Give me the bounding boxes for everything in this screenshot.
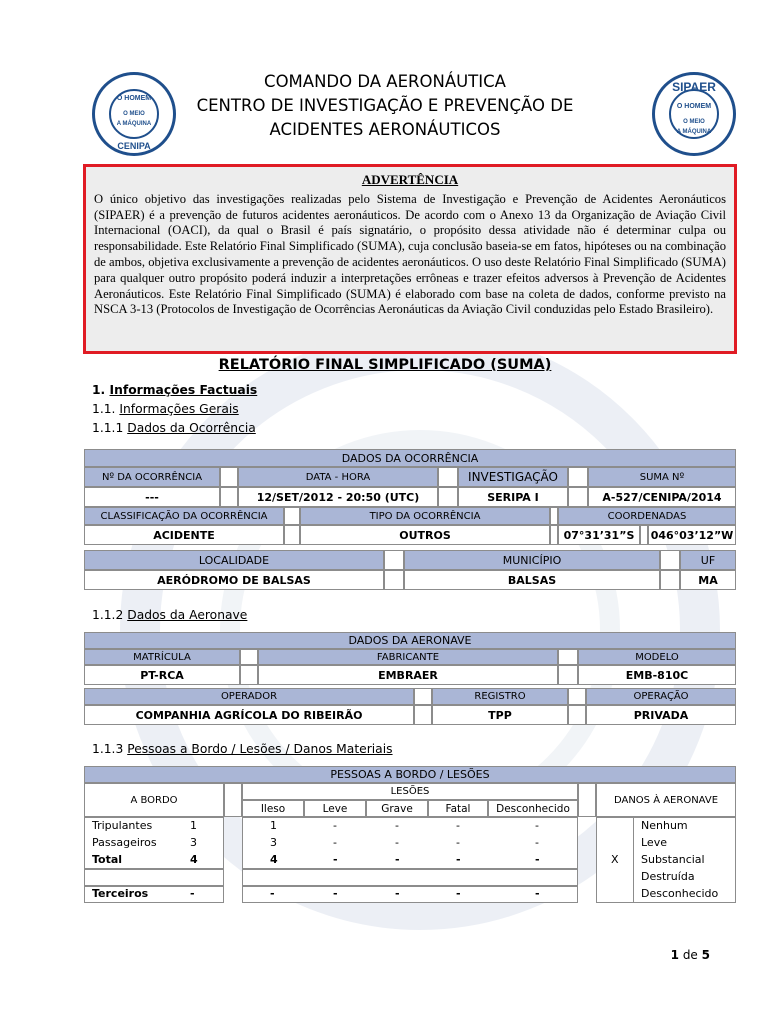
total-label: Total xyxy=(92,853,123,866)
occurrence-number-header: Nº DA OCORRÊNCIA xyxy=(84,467,220,487)
header-title xyxy=(140,70,630,142)
header-line-2: CENTRO DE INVESTIGAÇÃO E PREVENÇÃO DE xyxy=(196,96,574,115)
passengers-uninjured: 3 xyxy=(270,836,277,849)
state-value: MA xyxy=(680,570,736,590)
locality-value: AERÓDROMO DE BALSAS xyxy=(84,570,384,590)
damage-unknown: Desconhecido xyxy=(641,887,719,900)
damage-substantial: Substancial xyxy=(641,853,705,866)
crew-serious: - xyxy=(395,819,399,832)
passengers-unknown: - xyxy=(535,836,539,849)
damage-minor: Leve xyxy=(641,836,667,849)
page-number: 1 de 5 xyxy=(670,948,710,962)
section-1-heading: 1. Informações Factuais xyxy=(92,383,258,397)
injury-col-unknown: Desconhecido xyxy=(488,800,578,817)
aircraft-damage-header: DANOS À AERONAVE xyxy=(596,783,736,817)
occurrence-type-value: OUTROS xyxy=(300,525,550,545)
occurrence-number-value: --- xyxy=(84,487,220,507)
third-serious: - xyxy=(395,887,400,900)
crew-minor: - xyxy=(333,819,337,832)
model-value: EMB-810C xyxy=(578,665,736,685)
classification-value: ACIDENTE xyxy=(84,525,284,545)
section-1-1-2-heading: 1.1.2 Dados da Aeronave xyxy=(92,608,248,622)
logo-ring-top: O HOMEM xyxy=(116,95,152,102)
register-header: REGISTRO xyxy=(432,688,568,705)
total-unknown: - xyxy=(535,853,540,866)
aircraft-title: DADOS DA AERONAVE xyxy=(84,632,736,649)
manufacturer-value: EMBRAER xyxy=(258,665,558,685)
third-unknown: - xyxy=(535,887,540,900)
total-count: 4 xyxy=(190,853,198,866)
total-minor: - xyxy=(333,853,338,866)
people-title: PESSOAS A BORDO / LESÕES xyxy=(84,766,736,783)
injuries-header: LESÕES xyxy=(242,783,578,800)
logo-ring-right: A MÁQUINA xyxy=(676,129,712,135)
section-1-1-3-heading: 1.1.3 Pessoas a Bordo / Lesões / Danos Materiais xyxy=(92,742,393,756)
latitude-value: 07°31’31”S xyxy=(558,525,640,545)
state-header: UF xyxy=(680,550,736,570)
third-parties-label: Terceiros xyxy=(92,887,149,900)
operator-value: COMPANHIA AGRÍCOLA DO RIBEIRÃO xyxy=(84,705,414,725)
warning-box xyxy=(83,164,737,354)
cenipa-logo-label: CENIPA xyxy=(117,141,151,151)
suma-number-value: A-527/CENIPA/2014 xyxy=(588,487,736,507)
logo-ring-right: A MÁQUINA xyxy=(116,121,152,127)
third-uninjured: - xyxy=(270,887,275,900)
operation-header: OPERAÇÃO xyxy=(586,688,736,705)
damage-mark-substantial: X xyxy=(611,853,619,866)
occurrence-title: DADOS DA OCORRÊNCIA xyxy=(84,449,736,467)
third-parties-count: - xyxy=(190,887,195,900)
passengers-minor: - xyxy=(333,836,337,849)
crew-fatal: - xyxy=(456,819,460,832)
sipaer-logo xyxy=(652,72,736,156)
date-time-header: DATA - HORA xyxy=(238,467,438,487)
sipaer-logo-label: SIPAER xyxy=(672,80,716,94)
operator-header: OPERADOR xyxy=(84,688,414,705)
logo-ring-top: O HOMEM xyxy=(676,103,712,110)
passengers-label: Passageiros xyxy=(92,836,157,849)
manufacturer-header: FABRICANTE xyxy=(258,649,558,665)
header-line-3: ACIDENTES AERONÁUTICOS xyxy=(269,120,501,139)
injury-col-fatal: Fatal xyxy=(428,800,488,817)
damage-none: Nenhum xyxy=(641,819,688,832)
aboard-header: A BORDO xyxy=(84,783,224,817)
registration-header: MATRÍCULA xyxy=(84,649,240,665)
total-serious: - xyxy=(395,853,400,866)
crew-uninjured: 1 xyxy=(270,819,277,832)
municipality-value: BALSAS xyxy=(404,570,660,590)
suma-number-header: SUMA Nº xyxy=(588,467,736,487)
third-fatal: - xyxy=(456,887,461,900)
section-1-1-1-heading: 1.1.1 Dados da Ocorrência xyxy=(92,421,256,435)
header-line-1: COMANDO DA AERONÁUTICA xyxy=(264,72,506,91)
investigation-header: INVESTIGAÇÃO xyxy=(458,467,568,487)
passengers-fatal: - xyxy=(456,836,460,849)
section-1-1-heading: 1.1. Informações Gerais xyxy=(92,402,239,416)
total-fatal: - xyxy=(456,853,461,866)
coordinates-header: COORDENADAS xyxy=(558,507,736,525)
passengers-count: 3 xyxy=(190,836,197,849)
injury-col-uninjured: Ileso xyxy=(242,800,304,817)
injury-col-minor: Leve xyxy=(304,800,366,817)
warning-body: O único objetivo das investigações realizadas pelo Sistema de Investigação e Prevenção de Acidentes Aeronáuticos (SIPAER) é a prevenção de futuros acidentes aeronáuticos. De acordo com o Anexo 13 da Organização de Aviação Civil Internacional (OACI), da qual o Brasil é país signatário, o propósito dessa atividade não é determinar culpa ou responsabilidade. Este Relatório Final Simplificado (SUMA), cuja conclusão baseia-se em fatos, hipóteses ou na combinação de ambos, objetiva exclusivamente a prevenção de acidentes aeronáuticos. O uso deste Relatório Final Simplificado (SUMA) para qualquer outro propósito poderá induzir a interpretações errôneas e trazer efeitos adversos à Prevenção de Acidentes Aeronáuticos. Este Relatório Final Simplificado (SUMA) é elaborado com base na coleta de dados, conforme previsto na NSCA 3-13 (Protocolos de Investigação de Ocorrências Aeronáuticas da Aviação Civil conduzidas pelo Estado Brasileiro). xyxy=(94,191,726,317)
damage-destroyed: Destruída xyxy=(641,870,695,883)
register-value: TPP xyxy=(432,705,568,725)
municipality-header: MUNICÍPIO xyxy=(404,550,660,570)
total-uninjured: 4 xyxy=(270,853,278,866)
registration-value: PT-RCA xyxy=(84,665,240,685)
passengers-serious: - xyxy=(395,836,399,849)
logo-ring-left: O MEIO xyxy=(123,111,145,117)
third-minor: - xyxy=(333,887,338,900)
occurrence-type-header: TIPO DA OCORRÊNCIA xyxy=(300,507,550,525)
report-title: RELATÓRIO FINAL SIMPLIFICADO (SUMA) xyxy=(218,357,552,373)
crew-unknown: - xyxy=(535,819,539,832)
injury-col-serious: Grave xyxy=(366,800,428,817)
locality-header: LOCALIDADE xyxy=(84,550,384,570)
model-header: MODELO xyxy=(578,649,736,665)
crew-count: 1 xyxy=(190,819,197,832)
investigation-value: SERIPA I xyxy=(458,487,568,507)
date-time-value: 12/SET/2012 - 20:50 (UTC) xyxy=(238,487,438,507)
logo-ring-left: O MEIO xyxy=(683,119,705,125)
longitude-value: 046°03’12”W xyxy=(648,525,736,545)
classification-header: CLASSIFICAÇÃO DA OCORRÊNCIA xyxy=(84,507,284,525)
crew-label: Tripulantes xyxy=(92,819,153,832)
warning-title: ADVERTÊNCIA xyxy=(361,172,459,187)
operation-value: PRIVADA xyxy=(586,705,736,725)
